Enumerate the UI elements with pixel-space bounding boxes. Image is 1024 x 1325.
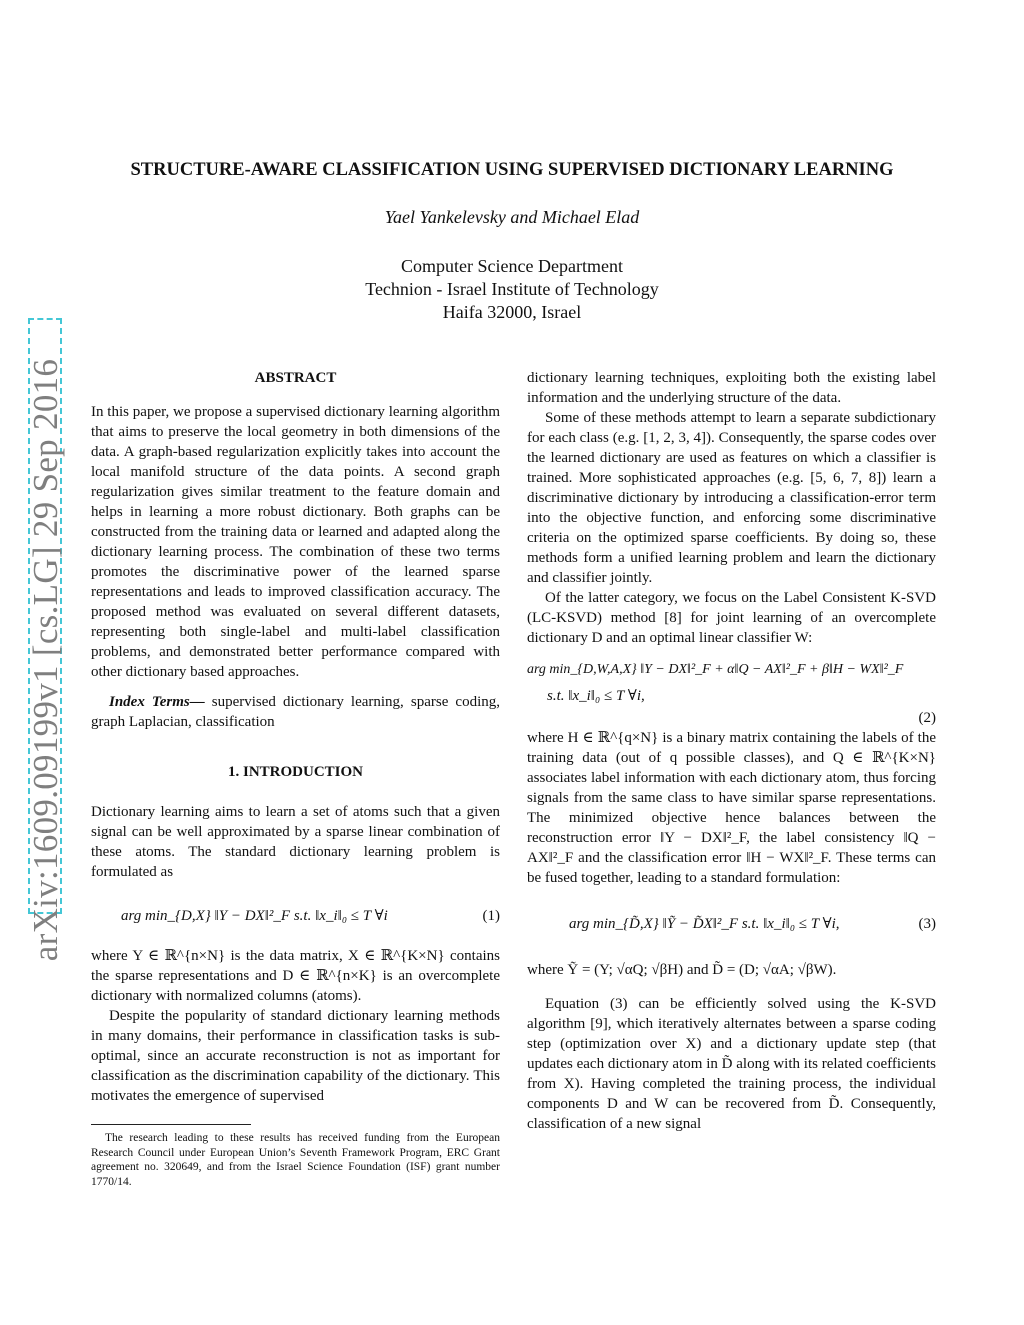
equation-3-number: (3) <box>918 916 936 932</box>
equation-1-body: arg min_{D,X} ‖Y − DX‖²_F s.t. ‖x_i‖₀ ≤ T ∀i <box>121 908 388 924</box>
right-paragraph-4: where H ∈ ℝ^{q×N} is a binary matrix containing the labels of the training data (out of q possible classes), and Q ∈ ℝ^{K×N} associates label information with each dictionary atom, thus forcing signals from the same class to have similar sparse representations. The minimized objective hence balances between the reconstruction error ‖Y − DX‖²_F, the label consistency ‖Q − AX‖²_F and the classification error ‖H − WX‖²_F. These terms can be fused together, leading to a standard formulation: <box>527 730 936 886</box>
footnote-block <box>91 1124 500 1189</box>
equation-2-number: (2) <box>918 710 936 726</box>
equation-1 <box>91 898 500 934</box>
paper-authors: Yael Yankelevsky and Michael Elad <box>384 207 640 227</box>
left-column <box>91 368 500 1189</box>
equation-3-body: arg min_{D̃,X} ‖Ỹ − D̃X‖²_F s.t. ‖x_i‖₀ ≤ T ∀i, <box>569 916 840 932</box>
right-paragraph-2: Some of these methods attempt to learn a separate subdictionary for each class (e.g. [1, 2, 3, 4]). Consequently, the sparse codes over the learned dictionary are used as features on which a classifier is trained. More sophisticated approaches (e.g. [5, 6, 7, 8]) learn a discriminative dictionary by introducing a classification-error term into the objective function, and enforcing some discriminative criteria on the optimized sparse coefficients. By doing so, these methods form a unified learning problem and learn the dictionary and classifier jointly. <box>527 410 936 586</box>
affiliation-line-3: Haifa 32000, Israel <box>442 302 582 322</box>
affiliation-line-1: Computer Science Department <box>401 256 623 276</box>
equation-2-line-a: arg min_{D,W,A,X} ‖Y − DX‖²_F + α‖Q − AX‖²_F + β‖H − WX‖²_F <box>527 662 904 677</box>
intro-paragraph-2: where Y ∈ ℝ^{n×N} is the data matrix, X ∈ ℝ^{K×N} contains the sparse representations and D ∈ ℝ^{n×K} is an overcomplete dictionary with normalized columns (atoms). <box>91 948 500 1004</box>
equation-2 <box>527 660 936 726</box>
arxiv-stamp[interactable]: arXiv:1609.09199v1 [cs.LG] 29 Sep 2016 <box>26 358 65 962</box>
equation-2-line-b: s.t. ‖x_i‖₀ ≤ T ∀i, <box>547 688 645 704</box>
intro-paragraph-1: Dictionary learning aims to learn a set of atoms such that a given signal can be well approximated by a sparse linear combination of these atoms. The standard dictionary learning problem is formulated as <box>91 804 500 880</box>
intro-heading: 1. INTRODUCTION <box>227 764 363 780</box>
equation-3 <box>527 906 936 942</box>
right-paragraph-3: Of the latter category, we focus on the Label Consistent K-SVD (LC-KSVD) method [8] for joint learning of an overcomplete dictionary D and an optimal linear classifier W: <box>527 590 936 646</box>
index-terms-label: Index Terms— <box>109 694 205 710</box>
abstract-text: In this paper, we propose a supervised dictionary learning algorithm that aims to preserve the local geometry in both dimensions of the data. A graph-based regularization explicitly takes into account the local manifold structure of the data points. A second graph regularization gives similar treatment to the feature domain and helps in learning a more robust dictionary. Both graphs can be constructed from the training data or learned and adapted along the dictionary learning process. The combination of these two terms promotes the discriminative power of the learned sparse representations and leads to improved classification accuracy. The proposed method was evaluated on several different datasets, representing both single-label and multi-label classification problems, and demonstrated better performance compared with other dictionary based approaches. <box>91 404 500 680</box>
right-paragraph-6: Equation (3) can be efficiently solved using the K-SVD algorithm [9], which iteratively alternates between a sparse coding step (optimization over X) and a dictionary update step (that updates each dictionary atom in D̃ along with its related coefficients from X). Having completed the training process, the individual components D and W can be recovered from D̃. Consequently, classification of a new signal <box>527 996 936 1132</box>
right-column <box>527 368 936 1134</box>
paper-title: STRUCTURE-AWARE CLASSIFICATION USING SUPERVISED DICTIONARY LEARNING <box>130 160 894 180</box>
footnote-text: The research leading to these results has received funding from the European Research Council under European Union’s Seventh Framework Program, ERC Grant agreement no. 320649, and from the Israel Science Foundation (ISF) grant number 1770/14. <box>91 1132 500 1188</box>
affiliation <box>0 255 1024 324</box>
affiliation-line-2: Technion - Israel Institute of Technology <box>365 279 659 299</box>
arxiv-sidebar <box>0 0 90 1325</box>
abstract-heading: ABSTRACT <box>254 370 337 386</box>
intro-paragraph-3: Despite the popularity of standard dictionary learning methods in many domains, their performance in classification tasks is sub-optimal, since an accurate reconstruction is not as important for classification as the discrimination capability of the dictionary. This motivates the emergence of supervised <box>91 1008 500 1104</box>
right-paragraph-1: dictionary learning techniques, exploiting both the existing label information and the underlying structure of the data. <box>527 370 936 406</box>
equation-1-number: (1) <box>482 908 500 924</box>
right-paragraph-5: where Ỹ = (Y; √αQ; √βH) and D̃ = (D; √αA; √βW). <box>527 962 837 978</box>
footnote-rule <box>91 1124 251 1125</box>
index-terms <box>91 692 500 732</box>
index-terms-text: supervised dictionary learning, sparse coding, graph Laplacian, classification <box>91 694 501 730</box>
